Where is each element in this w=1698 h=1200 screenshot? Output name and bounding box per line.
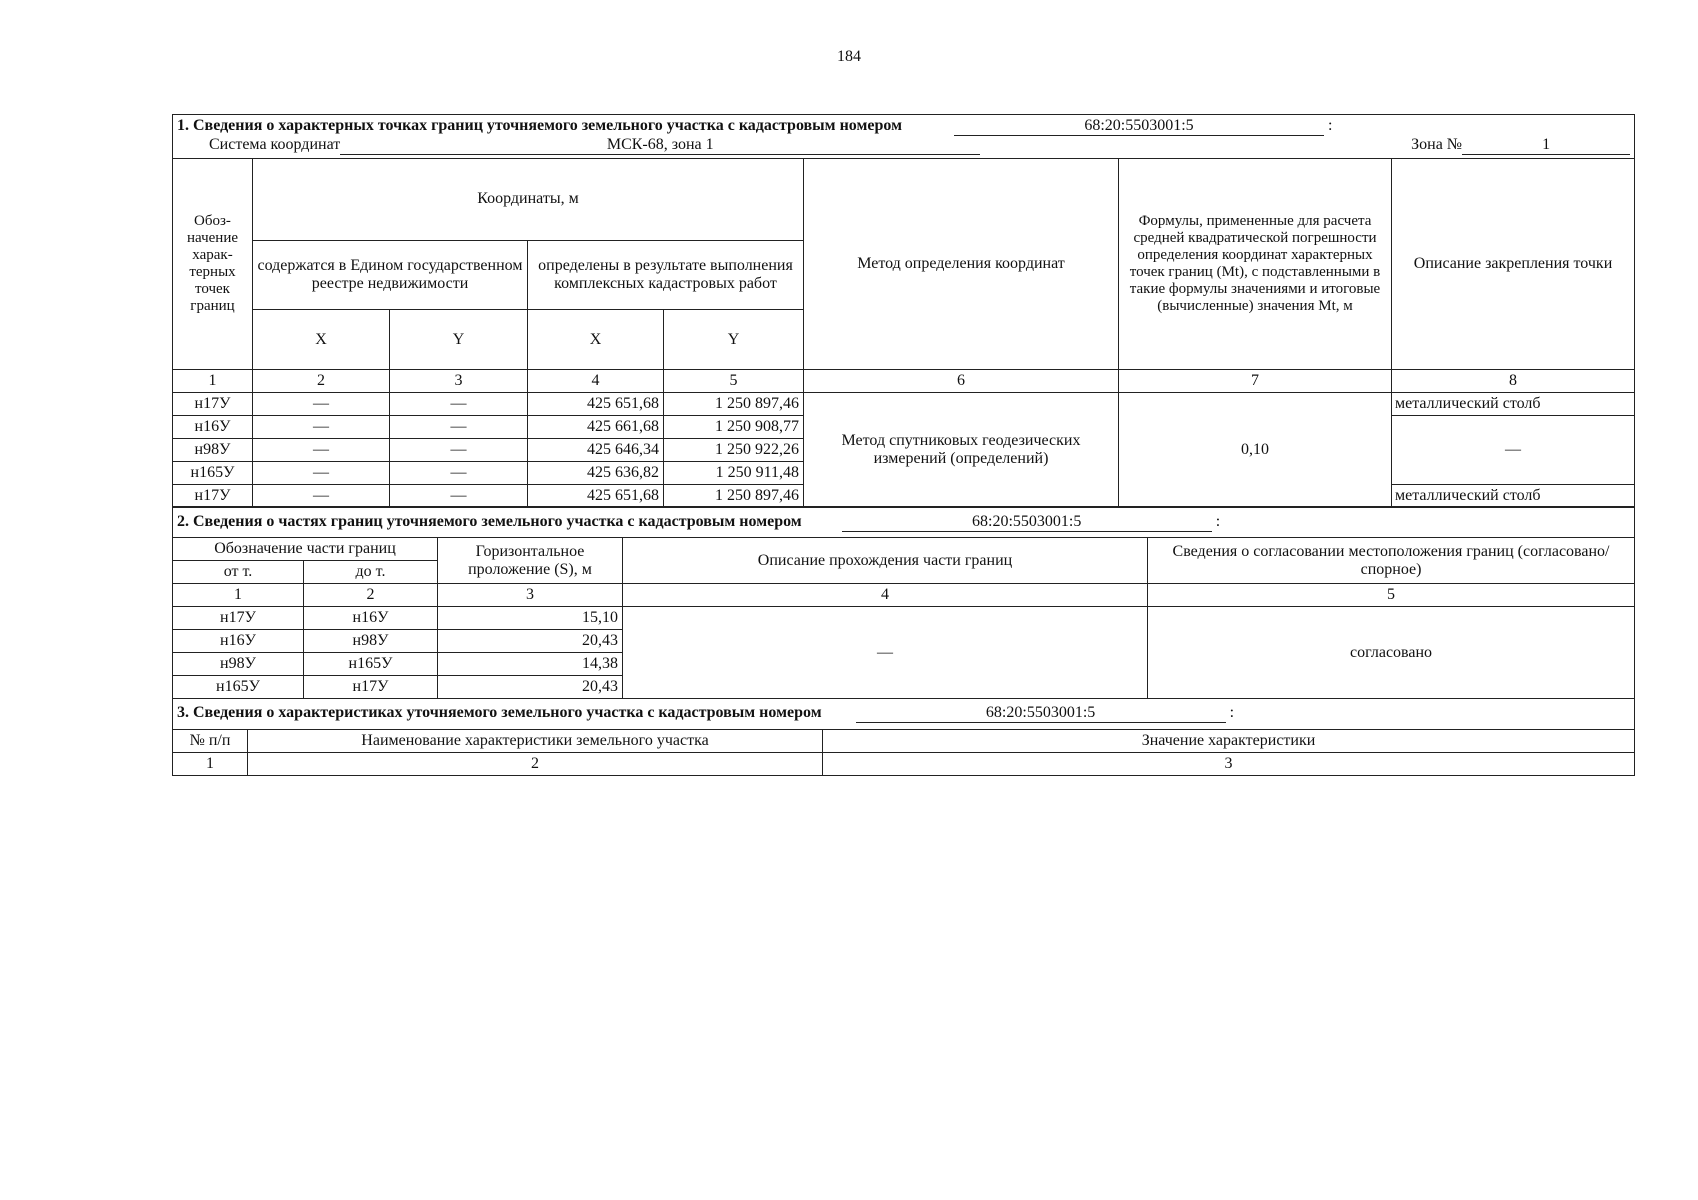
designation-header: Обоз- начение харак- терных точек границ bbox=[173, 159, 253, 370]
to-point: н98У bbox=[304, 630, 438, 653]
col-num: 1 bbox=[173, 584, 304, 607]
x-egrn-header: X bbox=[253, 310, 390, 370]
section1-header-line2 bbox=[173, 136, 1635, 159]
table-row bbox=[173, 393, 1635, 416]
length-cell: 15,10 bbox=[438, 607, 623, 630]
point-name: н17У bbox=[173, 485, 253, 508]
col-num: 3 bbox=[390, 370, 528, 393]
point-name: н16У bbox=[173, 416, 253, 439]
point-name: н165У bbox=[173, 462, 253, 485]
x-cell: 425 651,68 bbox=[528, 393, 664, 416]
section1-table bbox=[172, 114, 1635, 508]
num-header: № п/п bbox=[173, 729, 248, 752]
y-egrn-cell: — bbox=[390, 462, 528, 485]
y-cell: 1 250 897,46 bbox=[664, 393, 804, 416]
y-cell: 1 250 908,77 bbox=[664, 416, 804, 439]
section3-title: 3. Сведения о характеристиках уточняемого земельного участка с кадастровым номером bbox=[177, 704, 822, 722]
to-header: до т. bbox=[304, 561, 438, 584]
agreement-header: Сведения о согласовании местоположения границ (согласовано/спорное) bbox=[1148, 538, 1635, 584]
x-egrn-cell: — bbox=[253, 439, 390, 462]
coord-system-value: МСК-68, зона 1 bbox=[340, 136, 980, 155]
col-num: 8 bbox=[1392, 370, 1635, 393]
page-number: 184 bbox=[837, 48, 861, 65]
section1-header-line1 bbox=[173, 115, 1635, 137]
col-num: 1 bbox=[173, 752, 248, 775]
in-egrn-header: содержатся в Едином государственном реестре недвижимости bbox=[253, 240, 528, 310]
x-egrn-cell: — bbox=[253, 416, 390, 439]
part-header: Обозначение части границ bbox=[173, 538, 438, 561]
y-egrn-header: Y bbox=[390, 310, 528, 370]
col-num: 4 bbox=[623, 584, 1148, 607]
determined-header: определены в результате выполнения комплексных кадастровых работ bbox=[528, 240, 804, 310]
formulas-header: Формулы, примененные для расчета средней квадратической погрешности определения координат характерных точек границ (Mt), с подставленными в такие формулы значениями и итоговые (вычисленные) значения Mt, м bbox=[1119, 159, 1392, 370]
section1-colon: : bbox=[1327, 117, 1333, 134]
y-egrn-cell: — bbox=[390, 416, 528, 439]
section3-cadastral-number: 68:20:5503001:5 bbox=[856, 704, 1226, 723]
col-num: 7 bbox=[1119, 370, 1392, 393]
section2-header bbox=[173, 507, 1635, 538]
section1-cadastral-number: 68:20:5503001:5 bbox=[954, 117, 1324, 136]
section2-table bbox=[172, 506, 1635, 699]
x-cell: 425 636,82 bbox=[528, 462, 664, 485]
method-value: Метод спутниковых геодезических измерений (определений) bbox=[804, 393, 1119, 508]
col-num: 3 bbox=[438, 584, 623, 607]
from-point: н16У bbox=[173, 630, 304, 653]
from-point: н17У bbox=[173, 607, 304, 630]
y-egrn-cell: — bbox=[390, 439, 528, 462]
x-cell: 425 646,34 bbox=[528, 439, 664, 462]
fixation-cell: металлический столб bbox=[1392, 485, 1635, 508]
section3-table bbox=[172, 698, 1635, 776]
coordinates-header: Координаты, м bbox=[253, 159, 804, 241]
passage-value: — bbox=[623, 607, 1148, 699]
col-num: 4 bbox=[528, 370, 664, 393]
agreement-value: согласовано bbox=[1148, 607, 1635, 699]
x-egrn-cell: — bbox=[253, 393, 390, 416]
zone-label: Зона № bbox=[1411, 136, 1463, 153]
zone-value: 1 bbox=[1462, 136, 1630, 155]
y-egrn-cell: — bbox=[390, 393, 528, 416]
col-num: 2 bbox=[248, 752, 823, 775]
fixation-cell: металлический столб bbox=[1392, 393, 1635, 416]
y-cell: 1 250 922,26 bbox=[664, 439, 804, 462]
y-cell: 1 250 911,48 bbox=[664, 462, 804, 485]
y-cell: 1 250 897,46 bbox=[664, 485, 804, 508]
section3-header bbox=[173, 698, 1635, 729]
from-point: н165У bbox=[173, 676, 304, 699]
from-point: н98У bbox=[173, 653, 304, 676]
x-cell: 425 651,68 bbox=[528, 485, 664, 508]
col-num: 5 bbox=[664, 370, 804, 393]
col-num: 2 bbox=[304, 584, 438, 607]
x-egrn-cell: — bbox=[253, 485, 390, 508]
to-point: н16У bbox=[304, 607, 438, 630]
length-header: Горизонтальное проложение (S), м bbox=[438, 538, 623, 584]
x-header: X bbox=[528, 310, 664, 370]
col-num: 6 bbox=[804, 370, 1119, 393]
point-name: н98У bbox=[173, 439, 253, 462]
fixation-cell: — bbox=[1392, 416, 1635, 485]
table-row bbox=[173, 607, 1635, 630]
to-point: н165У bbox=[304, 653, 438, 676]
col-num: 3 bbox=[823, 752, 1635, 775]
from-header: от т. bbox=[173, 561, 304, 584]
section1-title: 1. Сведения о характерных точках границ уточняемого земельного участка с кадастровым номером bbox=[177, 117, 902, 134]
point-name: н17У bbox=[173, 393, 253, 416]
section2-cadastral-number: 68:20:5503001:5 bbox=[842, 513, 1212, 532]
x-cell: 425 661,68 bbox=[528, 416, 664, 439]
cadastral-form bbox=[172, 114, 1634, 776]
section2-colon: : bbox=[1215, 512, 1221, 530]
passage-header: Описание прохождения части границ bbox=[623, 538, 1148, 584]
length-cell: 20,43 bbox=[438, 676, 623, 699]
section2-title: 2. Сведения о частях границ уточняемого земельного участка с кадастровым номером bbox=[177, 512, 802, 530]
description-header: Описание закрепления точки bbox=[1392, 159, 1635, 370]
x-egrn-cell: — bbox=[253, 462, 390, 485]
value-header: Значение характеристики bbox=[823, 729, 1635, 752]
to-point: н17У bbox=[304, 676, 438, 699]
length-cell: 14,38 bbox=[438, 653, 623, 676]
coord-system-label: Система координат bbox=[209, 136, 341, 153]
y-header: Y bbox=[664, 310, 804, 370]
col-num: 5 bbox=[1148, 584, 1635, 607]
col-num: 2 bbox=[253, 370, 390, 393]
name-header: Наименование характеристики земельного участка bbox=[248, 729, 823, 752]
col-num: 1 bbox=[173, 370, 253, 393]
section3-colon: : bbox=[1229, 704, 1235, 722]
mt-value: 0,10 bbox=[1119, 393, 1392, 508]
y-egrn-cell: — bbox=[390, 485, 528, 508]
method-header: Метод определения координат bbox=[804, 159, 1119, 370]
length-cell: 20,43 bbox=[438, 630, 623, 653]
